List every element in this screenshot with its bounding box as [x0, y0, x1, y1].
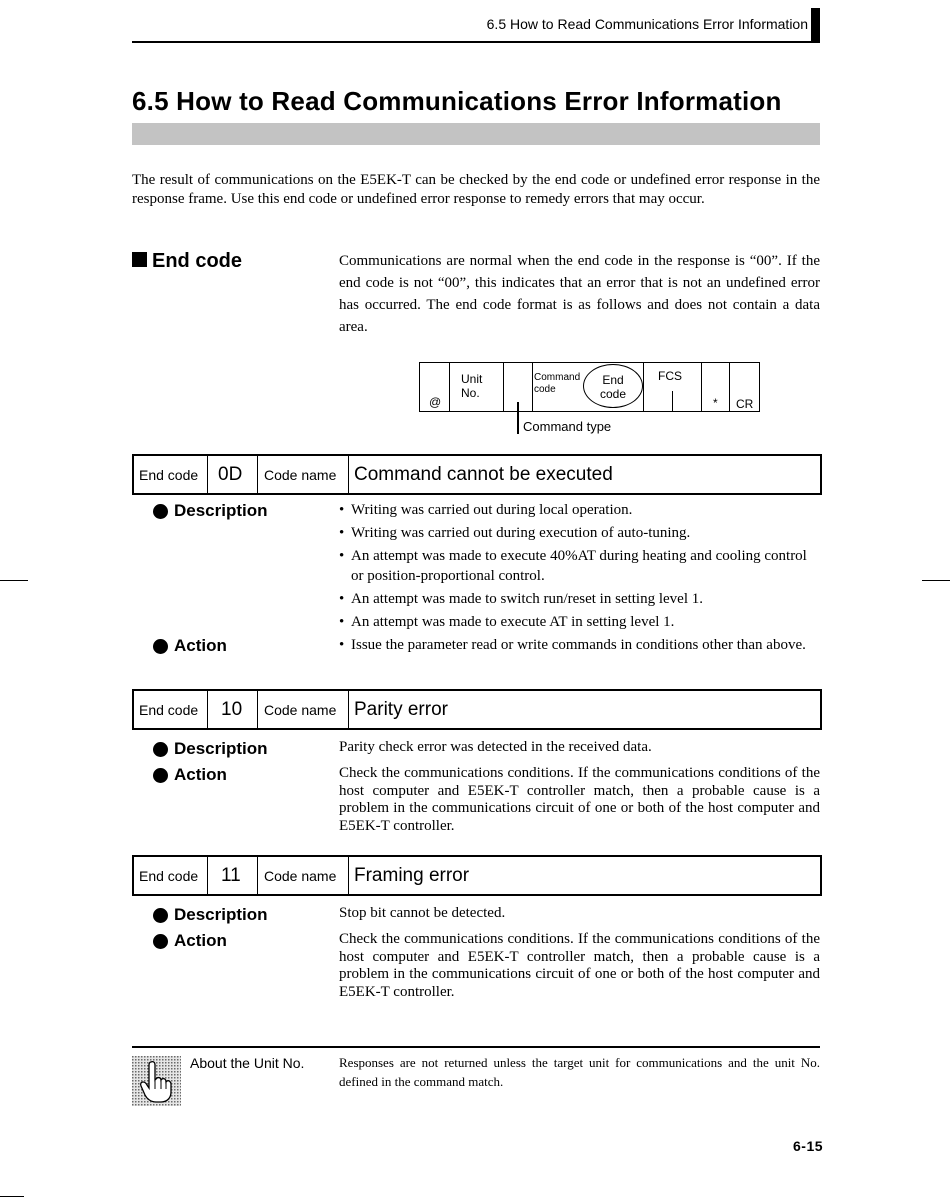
- note-divider: [132, 1046, 820, 1048]
- bullet-dot-icon: [153, 742, 168, 757]
- end-code-label: End code: [139, 466, 199, 483]
- bullet-dot-icon: [153, 504, 168, 519]
- end-code-label: End code: [139, 701, 199, 718]
- list-item: • Issue the parameter read or write commands in conditions other than above.: [339, 635, 820, 655]
- running-header-text: 6.5 How to Read Communications Error Information: [486, 16, 808, 32]
- code-name-label: Code name: [264, 701, 337, 718]
- frame-cell-asterisk: [701, 362, 729, 412]
- end-code-heading-text: End code: [152, 250, 243, 272]
- code-name-value: Parity error: [354, 698, 448, 720]
- page-title: 6.5 How to Read Communications Error Information: [132, 86, 782, 116]
- frame-cr: CR: [736, 397, 754, 411]
- bullet-dot-icon: [153, 934, 168, 949]
- command-type-label: Command type: [523, 419, 612, 434]
- list-item: • An attempt was made to execute AT in setting level 1.: [339, 612, 820, 632]
- frame-asterisk: *: [713, 396, 718, 410]
- note-text: Responses are not returned unless the target unit for communications and the unit No. defined in the command match.: [339, 1055, 820, 1089]
- end-code-description: Communications are normal when the end code in the response is “00”. If the end code is not “00”, this indicates that an error that is not an undefined error has occurred. The end code format is as follows and does not contain a data area.: [339, 253, 820, 335]
- action-text-10: Check the communications conditions. If the communications conditions of the host computer and E5EK-T controller match, then a probable cause is a problem in the communications circuit of one or both of the host computer and E5EK-T controller.: [339, 765, 820, 834]
- code-name-value: Framing error: [354, 864, 470, 886]
- crop-mark-left: [0, 580, 28, 581]
- end-code-table-0d: [132, 454, 822, 495]
- note-label: About the Unit No.: [190, 1055, 305, 1071]
- frame-at-sign: @: [429, 395, 442, 409]
- action-heading: Action: [153, 765, 227, 785]
- bullet-dot-icon: [153, 768, 168, 783]
- page-number: 6-15: [793, 1138, 824, 1154]
- action-heading: Action: [153, 636, 227, 656]
- code-name-value: Command cannot be executed: [354, 463, 613, 485]
- end-code-ellipse: [583, 364, 643, 408]
- end-code-heading: [132, 250, 242, 273]
- list-item: • Writing was carried out during local operation.: [339, 500, 820, 520]
- command-type-leader-line: [517, 402, 519, 434]
- response-frame-diagram: [419, 362, 760, 412]
- end-code-value: 11: [221, 864, 241, 886]
- code-name-label: Code name: [264, 466, 337, 483]
- frame-command-code: Command code: [534, 372, 581, 395]
- frame-cell-at: [419, 362, 449, 412]
- end-code-label: End code: [139, 867, 199, 884]
- end-code-table-10: [132, 689, 822, 730]
- list-item: • Writing was carried out during execution of auto-tuning.: [339, 523, 820, 543]
- running-header: [132, 8, 820, 43]
- frame-cell-cr: [729, 362, 760, 412]
- list-item: • An attempt was made to execute 40%AT during heating and cooling control or position-proportional control.: [339, 546, 820, 586]
- bullet-dot-icon: [153, 908, 168, 923]
- pointing-hand-icon: [132, 1056, 181, 1106]
- bullet-dot-icon: [153, 639, 168, 654]
- header-tab-marker: [811, 8, 820, 43]
- code-name-label: Code name: [264, 867, 337, 884]
- frame-cell-fcs: [643, 362, 701, 412]
- intro-paragraph: The result of communications on the E5EK-T can be checked by the end code or undefined error response in the response frame. Use this end code or undefined error response to remedy errors that may occur.: [132, 172, 820, 207]
- end-code-value: 0D: [218, 463, 243, 485]
- description-heading: Description: [153, 905, 268, 925]
- action-heading: Action: [153, 931, 227, 951]
- square-bullet-icon: [132, 252, 147, 267]
- description-list-0d: [339, 500, 820, 658]
- action-text-11: Check the communications conditions. If the communications conditions of the host computer and E5EK-T controller match, then a probable cause is a problem in the communications circuit of one or both of the host computer and E5EK-T controller.: [339, 931, 820, 1000]
- description-text-11: Stop bit cannot be detected.: [339, 905, 506, 921]
- frame-cell-command-code: [532, 362, 586, 412]
- end-code-table-11: [132, 855, 822, 896]
- description-heading: Description: [153, 739, 268, 759]
- title-underbar: [132, 123, 820, 145]
- description-heading: Description: [153, 501, 268, 521]
- description-text-10: Parity check error was detected in the received data.: [339, 739, 652, 755]
- frame-end-code: End code: [599, 373, 627, 401]
- frame-fcs: FCS: [658, 369, 682, 383]
- crop-mark-right: [922, 580, 950, 581]
- frame-unit-no: Unit No.: [461, 372, 483, 400]
- end-code-value: 10: [221, 698, 243, 720]
- list-item: • An attempt was made to switch run/reset in setting level 1.: [339, 589, 820, 609]
- frame-cell-unit-no: [449, 362, 503, 412]
